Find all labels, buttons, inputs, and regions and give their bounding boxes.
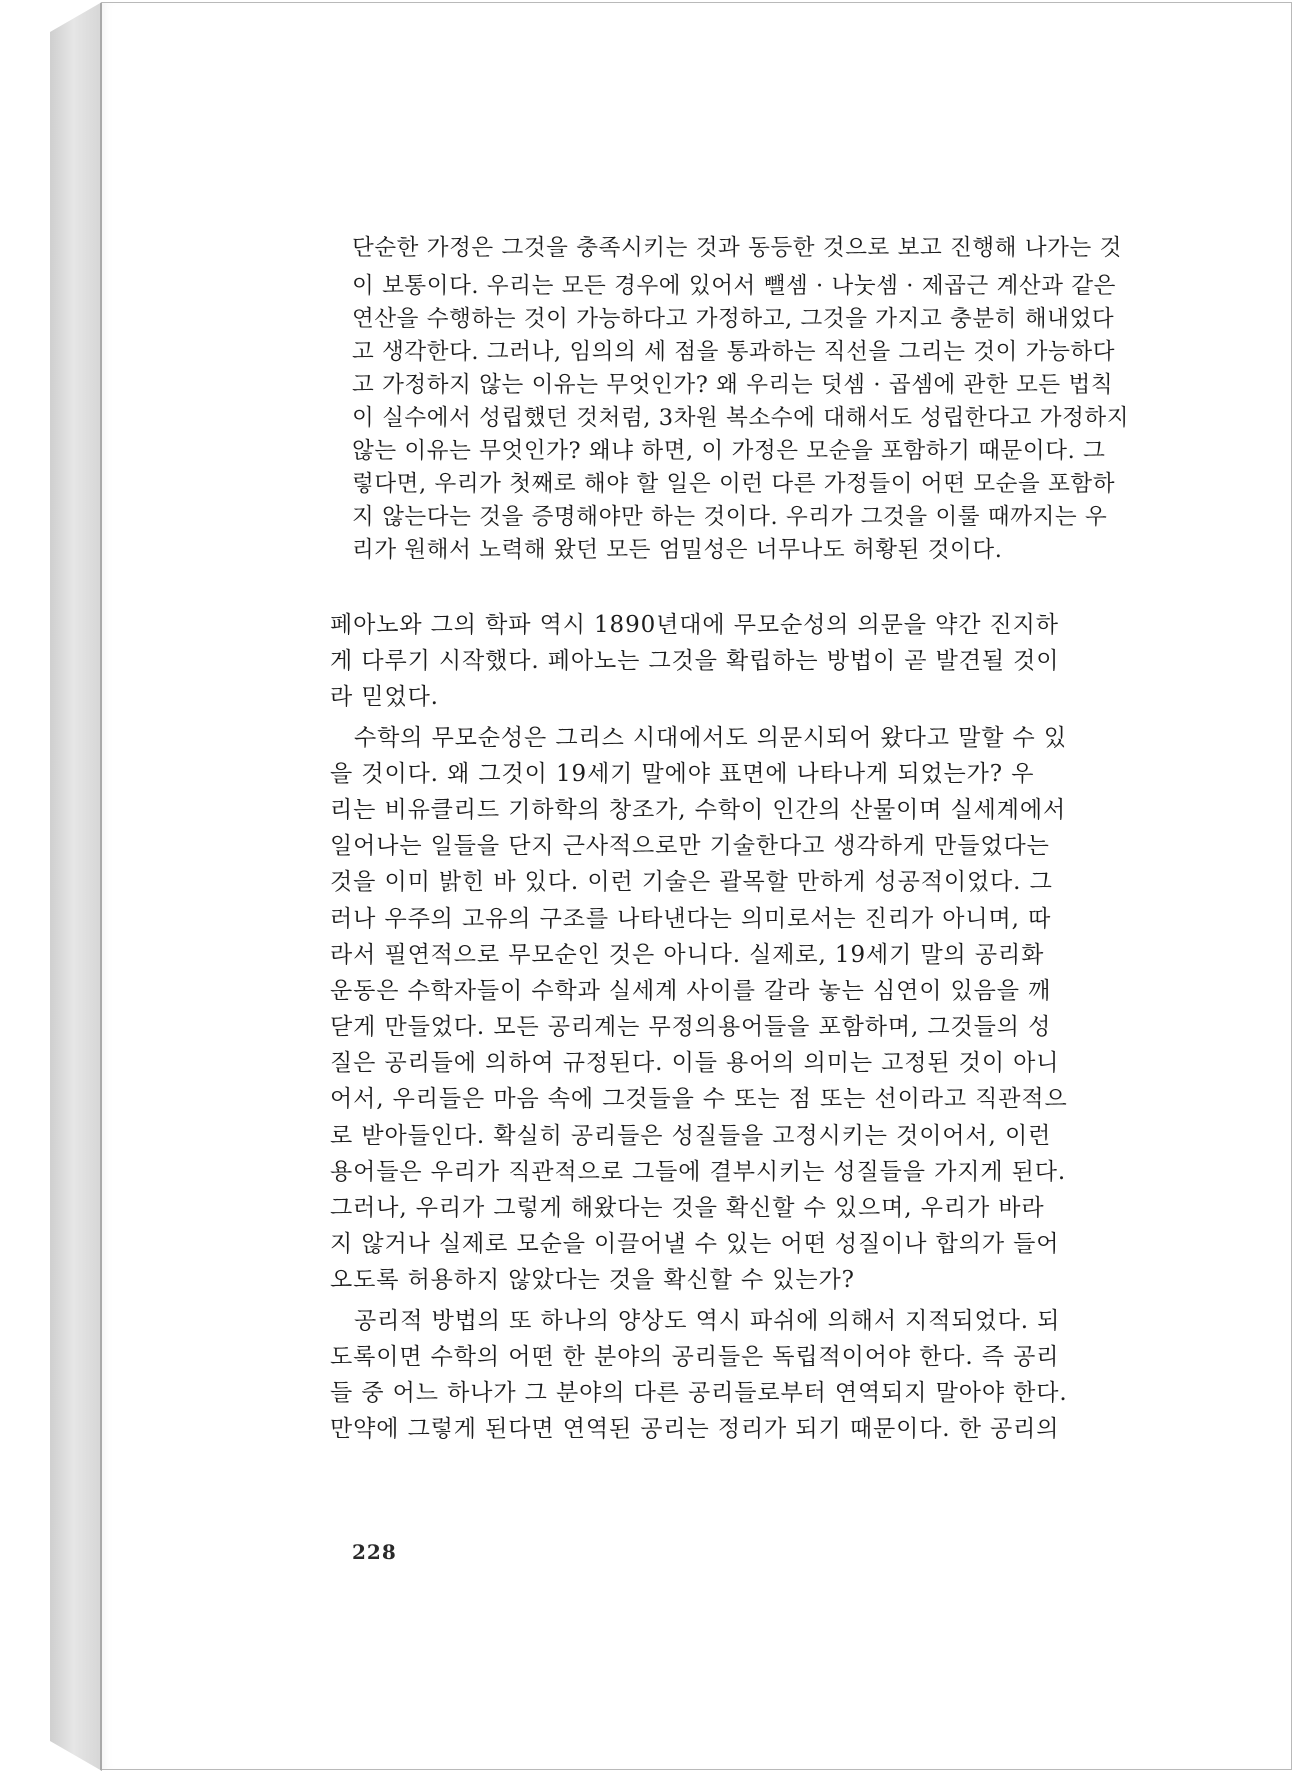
quote-line: 지 않는다는 것을 증명해야만 하는 것이다. 우리가 그것을 이룰 때까지는 우 (352, 504, 1108, 530)
body-line: 라서 필연적으로 무모순인 것은 아니다. 실제로, 19세기 말의 공리화 (330, 941, 1045, 968)
body-line: 리는 비유클리드 기하학의 창조가, 수학이 인간의 산물이며 실세계에서 (330, 796, 1067, 823)
quote-line: 이 실수에서 성립했던 것처럼, 3차원 복소수에 대해서도 성립한다고 가정하지 (352, 405, 1130, 431)
body-line: 오도록 허용하지 않았다는 것을 확신할 수 있는가? (330, 1267, 855, 1294)
book-spine-edge (50, 2, 102, 1771)
body-text (330, 607, 1170, 1447)
body-line: 것을 이미 밝힌 바 있다. 이런 기술은 괄목할 만하게 성공적이었다. 그 (330, 869, 1053, 896)
body-line: 운동은 수학자들이 수학과 실세계 사이를 갈라 놓는 심연이 있음을 깨 (330, 977, 1052, 1004)
body-line: 용어들은 우리가 직관적으로 그들에 결부시키는 성질들을 가지게 된다. (330, 1158, 1067, 1185)
body-line: 들 중 어느 하나가 그 분야의 다른 공리들로부터 연역되지 말아야 한다. (330, 1379, 1068, 1406)
body-line: 러나 우주의 고유의 구조를 나타낸다는 의미로서는 진리가 아니며, 따 (330, 905, 1052, 932)
quote-line: 고 가정하지 않는 이유는 무엇인가? 왜 우리는 덧셈 · 곱셈에 관한 모든 법칙 (352, 372, 1114, 398)
quote-line: 연산을 수행하는 것이 가능하다고 가정하고, 그것을 가지고 충분히 해내었다 (352, 306, 1115, 332)
quote-line: 리가 원해서 노력해 왔던 모든 엄밀성은 너무나도 허황된 것이다. (352, 537, 1003, 563)
body-line: 수학의 무모순성은 그리스 시대에서도 의문시되어 왔다고 말할 수 있 (354, 724, 1067, 751)
body-line: 지 않거나 실제로 모순을 이끌어낼 수 있는 어떤 성질이나 합의가 들어 (330, 1231, 1060, 1258)
body-line: 공리적 방법의 또 하나의 양상도 역시 파쉬에 의해서 지적되었다. 되 (354, 1307, 1061, 1334)
body-line: 닫게 만들었다. 모든 공리계는 무정의용어들을 포함하며, 그것들의 성 (330, 1014, 1052, 1041)
body-line: 페아노와 그의 학파 역시 1890년대에 무모순성의 의문을 약간 진지하 (330, 612, 1059, 638)
body-line: 라 믿었다. (330, 684, 439, 711)
page-number: 228 (352, 1540, 397, 1564)
quote-line: 렇다면, 우리가 첫째로 해야 할 일은 이런 다른 가정들이 어떤 모순을 포함하 (352, 471, 1116, 497)
body-line: 게 다루기 시작했다. 페아노는 그것을 확립하는 방법이 곧 발견될 것이 (330, 648, 1060, 675)
quote-line: 고 생각한다. 그러나, 임의의 세 점을 통과하는 직선을 그리는 것이 가능하다 (352, 339, 1116, 365)
body-line: 로 받아들인다. 확실히 공리들은 성질들을 고정시키는 것이어서, 이런 (330, 1122, 1052, 1149)
body-line: 일어나는 일들을 단지 근사적으로만 기술한다고 생각하게 만들었다는 (330, 833, 1050, 860)
page-text (330, 232, 1170, 1447)
body-line: 그러나, 우리가 그렇게 해왔다는 것을 확신할 수 있으며, 우리가 바라 (330, 1195, 1045, 1221)
body-line: 질은 공리들에 의하여 규정된다. 이들 용어의 의미는 고정된 것이 아니 (330, 1050, 1060, 1077)
body-line: 을 것이다. 왜 그것이 19세기 말에야 표면에 나타나게 되었는가? 우 (330, 760, 1035, 787)
quote-line: 않는 이유는 무엇인가? 왜냐 하면, 이 가정은 모순을 포함하기 때문이다. 그 (352, 438, 1106, 464)
quote-line: 단순한 가정은 그것을 충족시키는 것과 동등한 것으로 보고 진행해 나가는 것 (352, 235, 1122, 261)
block-quote (330, 232, 1170, 567)
body-line: 어서, 우리들은 마음 속에 그것들을 수 또는 점 또는 선이라고 직관적으 (330, 1086, 1068, 1113)
quote-line: 이 보통이다. 우리는 모든 경우에 있어서 뺄셈 · 나눗셈 · 제곱근 계산과 같은 (352, 273, 1116, 299)
body-line: 만약에 그렇게 된다면 연역된 공리는 정리가 되기 때문이다. 한 공리의 (330, 1416, 1060, 1443)
body-line: 도록이면 수학의 어떤 한 분야의 공리들은 독립적이어야 한다. 즉 공리 (330, 1343, 1060, 1370)
